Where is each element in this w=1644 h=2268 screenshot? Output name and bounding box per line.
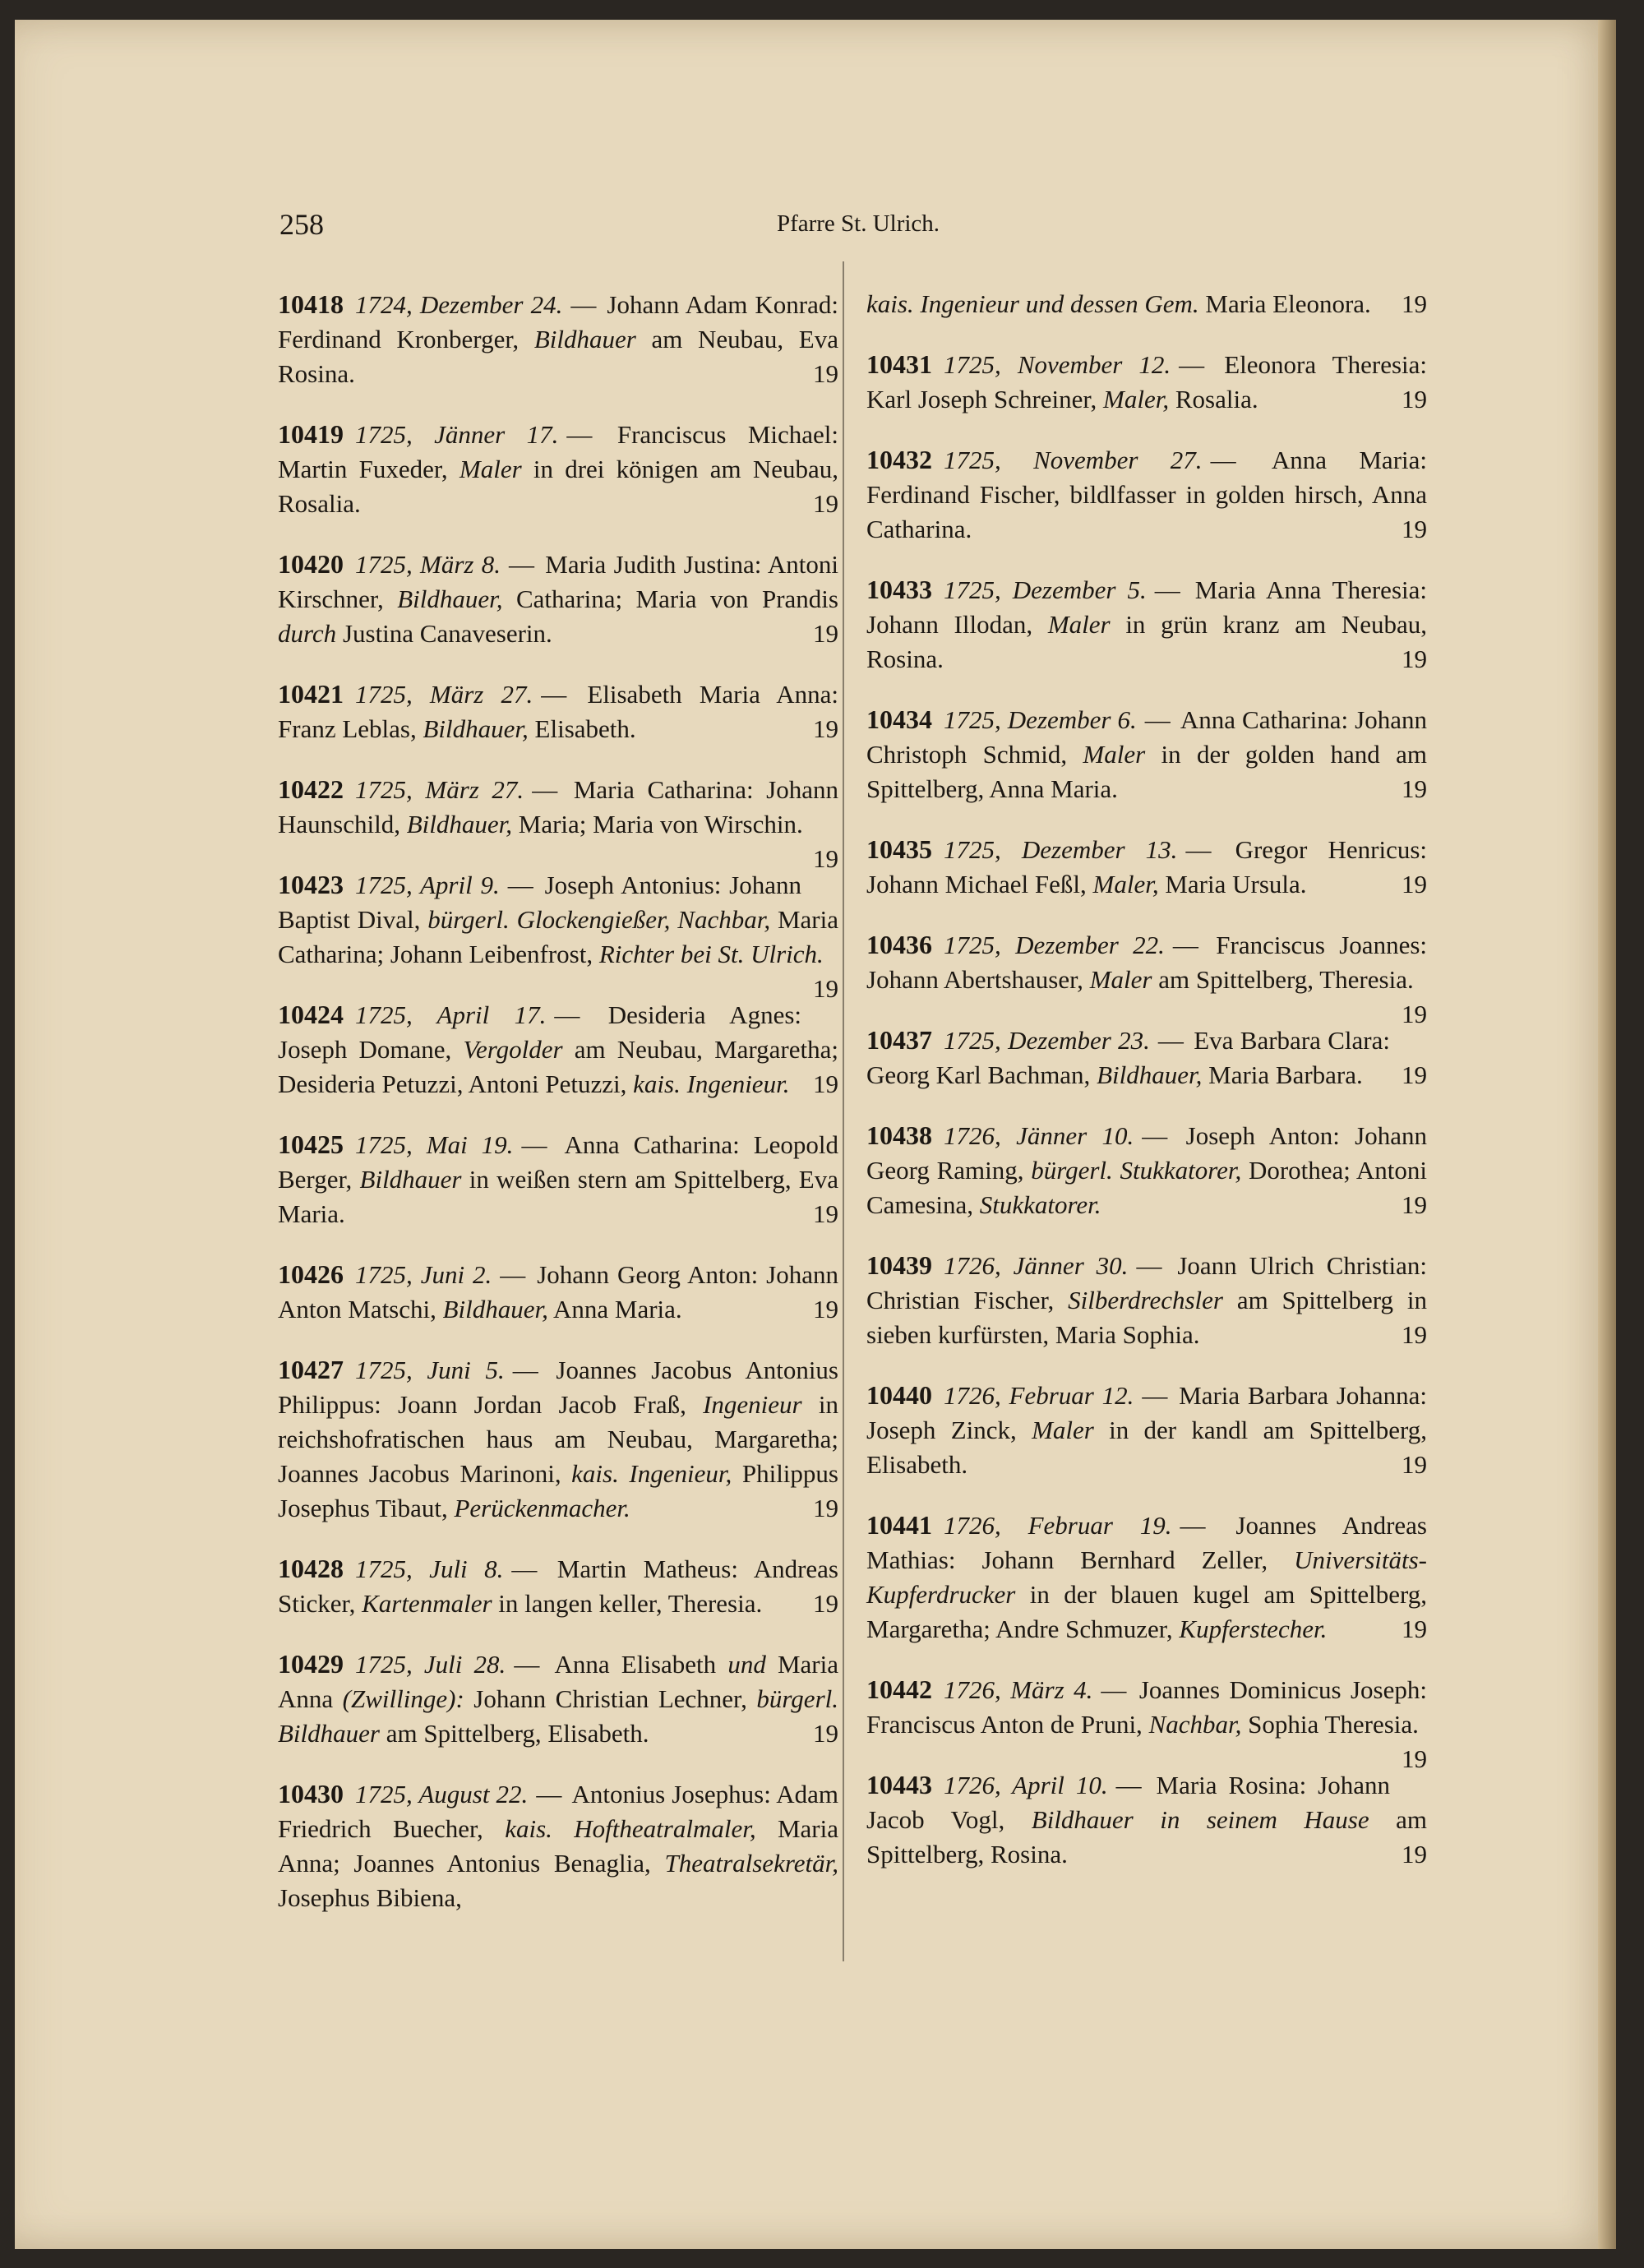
page-reference: 19 (1402, 1190, 1427, 1219)
page-reference: 19 (813, 844, 838, 873)
entry-text: Antonius Josephus: Adam Friedrich Buecher, (278, 1780, 838, 1843)
page-reference: 19 (1402, 1320, 1427, 1349)
entry-text-italic: Bildhauer, (1097, 1060, 1203, 1089)
page-reference: 19 (813, 714, 838, 743)
page-reference: 19 (1402, 1060, 1427, 1089)
entry-text-italic: Bildhauer (533, 325, 636, 353)
register-entry (278, 287, 838, 391)
entry-number: 10427 (278, 1355, 344, 1384)
entry-text: Rosalia. (1169, 385, 1258, 413)
entry-date: 1725, Juni 5. (355, 1356, 505, 1384)
entry-number: 10438 (866, 1120, 932, 1150)
entry-text: Maria Catharina; Johann Leibenfrost, (278, 905, 838, 968)
entry-text-italic: Ingenieur (703, 1390, 802, 1419)
entry-text: Franciscus Joannes: Johann Abertshauser, (866, 931, 1428, 994)
entry-text-italic: Maler (1032, 1416, 1094, 1444)
entry-number: 10441 (866, 1510, 932, 1540)
entry-text-italic: Maler (459, 455, 522, 483)
register-entry (278, 1257, 838, 1327)
page-reference: 19 (1402, 515, 1427, 543)
entry-dash: — (536, 1780, 569, 1808)
entry-date: 1726, Jänner 30. (944, 1251, 1129, 1280)
register-entry (278, 547, 838, 651)
entry-text-italic: Bildhauer, (442, 1295, 548, 1323)
entry-text-italic: Vergolder (463, 1035, 563, 1064)
entry-text-italic: bürgerl. Bildhauer (278, 1684, 838, 1748)
page-reference: 19 (1402, 644, 1427, 673)
entry-text: Maria Ursula. (1158, 870, 1307, 898)
entry-number: 10419 (278, 419, 344, 449)
entry-text: Joann Ulrich Christian: Christian Fischer, (866, 1251, 1427, 1314)
entry-number: 10442 (866, 1674, 932, 1704)
page-reference: 19 (1402, 1614, 1427, 1643)
entry-date: 1725, Juli 8. (355, 1554, 504, 1583)
entry-date: 1725, Jänner 17. (355, 420, 559, 449)
entry-dash: — (1210, 446, 1268, 474)
entry-text: Maria Anna; Joannes Antonius Benaglia, (278, 1814, 838, 1878)
entry-text: in reichshofratischen haus am Neubau, Margaretha; Joannes Jacobus Marinoni, (278, 1390, 838, 1488)
entry-dash: — (521, 1130, 561, 1159)
entry-text: Johann Georg Anton: Johann Anton Matschi, (278, 1260, 839, 1323)
entry-text: am Spittelberg in sieben kurfürsten, Maria Sophia. (866, 1286, 1427, 1349)
entry-text: Maria Eleonora. (1198, 289, 1371, 318)
entry-number: 10433 (866, 575, 932, 604)
entry-text-italic: Maler, (1103, 385, 1170, 413)
entry-text: in weißen stern am Spittelberg, Eva Maria. (278, 1165, 838, 1228)
entry-text: in drei königen am Neubau, Rosalia. (278, 455, 838, 518)
entry-text: Maria Anna Theresia: Johann Illodan, (866, 575, 1427, 639)
entry-text: Joannes Dominicus Joseph: Franciscus Anton de Pruni, (866, 1675, 1427, 1739)
entry-text: Maria Barbara. (1202, 1060, 1363, 1089)
entry-text: Sophia Theresia. (1241, 1710, 1419, 1739)
entry-text: Joseph Antonius: Johann Baptist Dival, (278, 871, 801, 934)
entry-text: in langen keller, Theresia. (492, 1589, 763, 1618)
register-entry (866, 287, 1427, 321)
entry-number: 10439 (866, 1250, 932, 1280)
entry-number: 10426 (278, 1259, 344, 1289)
entry-text-italic: Perückenmacher. (454, 1494, 630, 1522)
entry-date: 1725, Dezember 6. (944, 705, 1137, 734)
entry-text-italic: durch (278, 619, 337, 648)
entry-number: 10420 (278, 549, 344, 579)
entry-text-italic: Kartenmaler (362, 1589, 492, 1618)
entry-text: Elisabeth. (528, 714, 636, 743)
page-reference: 19 (813, 1199, 838, 1228)
entry-number: 10421 (278, 679, 344, 709)
entry-dash: — (570, 290, 604, 319)
entry-text: Maria Barbara Johanna: Joseph Zinck, (866, 1381, 1428, 1444)
page-spine-shadow (1598, 20, 1616, 2249)
entry-date: 1724, Dezember 24. (355, 290, 563, 319)
entry-dash: — (509, 550, 543, 579)
entry-text: Anna Catharina: Johann Christoph Schmid, (866, 705, 1428, 769)
entry-dash: — (1142, 1381, 1176, 1410)
entry-dash: — (1185, 835, 1232, 864)
entry-text: Anna Maria. (547, 1295, 682, 1323)
entry-dash: — (1142, 1121, 1183, 1150)
register-entry (278, 1127, 838, 1231)
entry-text: Eleonora Theresia: Karl Joseph Schreiner, (866, 350, 1427, 413)
entry-text: Josephus Bibiena, (278, 1883, 462, 1912)
entry-text: Maria Anna (278, 1650, 838, 1713)
entry-number: 10440 (866, 1380, 932, 1410)
entry-dash: — (1157, 1026, 1191, 1055)
entry-dash: — (541, 680, 584, 709)
entry-number: 10432 (866, 445, 932, 474)
entry-text-italic: Maler (1089, 965, 1152, 994)
page-reference: 19 (813, 1494, 838, 1522)
entry-number: 10424 (278, 1000, 344, 1029)
page-reference: 19 (813, 619, 838, 648)
register-entry (278, 677, 838, 746)
register-entry (866, 1378, 1427, 1482)
entry-text: Joannes Andreas Mathias: Johann Bernhard Zeller, (866, 1511, 1427, 1574)
entry-text-italic: Maler (1047, 610, 1111, 639)
register-entry (278, 867, 838, 1003)
register-entry (866, 832, 1427, 902)
entry-text-italic: kais. Ingenieur, (571, 1459, 732, 1488)
entry-text: Dorothea; Antoni Camesina, (866, 1156, 1427, 1219)
register-entry (278, 997, 838, 1102)
right-column (866, 261, 1427, 1883)
entry-number: 10418 (278, 289, 344, 319)
entry-dash: — (1136, 1251, 1175, 1280)
register-entry (866, 1672, 1427, 1773)
entry-text-italic: Bildhauer in seinem Hause (1031, 1805, 1369, 1834)
register-entry (866, 1023, 1427, 1092)
entry-text: am Spittelberg, Elisabeth. (380, 1719, 649, 1748)
register-entry (866, 572, 1427, 677)
page-reference: 19 (1402, 1450, 1427, 1479)
page-reference: 19 (813, 1069, 838, 1098)
entry-text: in der golden hand am Spittelberg, Anna Maria. (866, 740, 1428, 803)
entry-date: 1725, August 22. (355, 1780, 529, 1808)
entry-number: 10436 (866, 930, 932, 959)
entry-number: 10428 (278, 1554, 344, 1583)
entry-text: am Spittelberg, Rosina. (866, 1805, 1428, 1868)
entry-text: Maria Rosina: Johann Jacob Vogl, (866, 1771, 1390, 1834)
entry-text: am Spittelberg, Theresia. (1152, 965, 1414, 994)
entry-number: 10422 (278, 774, 344, 804)
page-reference: 19 (1402, 385, 1427, 413)
page-reference: 19 (813, 489, 838, 518)
entry-text: in grün kranz am Neubau, Rosina. (866, 610, 1427, 673)
register-entry (278, 417, 838, 521)
page-number: 258 (279, 208, 324, 241)
page-reference: 19 (1402, 1000, 1427, 1028)
entry-date: 1726, Jänner 10. (944, 1121, 1134, 1150)
register-entry (866, 702, 1427, 806)
entry-dash: — (511, 1554, 554, 1583)
page-reference: 19 (813, 1719, 838, 1748)
entry-number: 10443 (866, 1770, 932, 1799)
page-reference: 19 (1402, 1840, 1427, 1868)
register-entry (278, 1551, 838, 1621)
entry-dash: — (1154, 575, 1192, 604)
entry-dash: — (566, 420, 614, 449)
entry-text-italic: Maler, (1092, 870, 1159, 898)
entry-number: 10430 (278, 1779, 344, 1808)
entry-text: Joannes Jacobus Antonius Philippus: Joann Jordan Jacob Fraß, (278, 1356, 838, 1419)
entry-date: 1725, Juli 28. (355, 1650, 506, 1679)
register-entry (866, 442, 1427, 547)
entry-text: in der kandl am Spittelberg, Elisabeth. (866, 1416, 1427, 1479)
entry-date: 1725, Dezember 13. (944, 835, 1178, 864)
entry-text-italic: bürgerl. Stukkatorer, (1031, 1156, 1242, 1185)
entry-text-italic: Bildhauer (359, 1165, 462, 1194)
entry-text-italic: Silberdrechsler (1068, 1286, 1223, 1314)
entry-text: Johann Christian Lechner, (464, 1684, 757, 1713)
entry-number: 10437 (866, 1025, 932, 1055)
entry-dash: — (1144, 705, 1177, 734)
entry-text: Franciscus Michael: Martin Fuxeder, (278, 420, 839, 483)
entry-text-italic: Bildhauer, (423, 714, 529, 743)
entry-date: 1726, März 4. (944, 1675, 1093, 1704)
entry-dash: — (1179, 350, 1221, 379)
entry-dash: — (1180, 1511, 1233, 1540)
entry-text-italic: Kupferstecher. (1179, 1614, 1328, 1643)
entry-text: Maria Catharina: Johann Haunschild, (278, 775, 839, 838)
entry-text: Anna Maria: Ferdinand Fischer, bildlfasser in golden hirsch, Anna Catharina. (866, 446, 1427, 543)
entry-text: Eva Barbara Clara: Georg Karl Bachman, (866, 1026, 1390, 1089)
entry-text-italic: kais. Ingenieur und dessen Gem. (866, 289, 1199, 318)
entry-text: am Neubau, Margaretha; Desideria Petuzzi, Antoni Petuzzi, (278, 1035, 838, 1098)
entry-text: Elisabeth Maria Anna: Franz Leblas, (278, 680, 838, 743)
entry-dash: — (532, 775, 570, 804)
entry-text-italic: und (727, 1650, 766, 1679)
register-entry (278, 772, 839, 873)
entry-text-italic: kais. Hoftheatralmaler, (505, 1814, 756, 1843)
page-reference: 19 (813, 1295, 838, 1323)
entry-text: Philippus Josephus Tibaut, (278, 1459, 838, 1522)
register-entry (278, 1776, 838, 1915)
page-reference: 19 (1402, 774, 1427, 803)
page-reference: 19 (813, 359, 838, 388)
entry-dash: — (507, 871, 542, 899)
entry-text: Justina Canaveserin. (336, 619, 552, 648)
entry-dash: — (554, 1000, 605, 1029)
running-head: Pfarre St. Ulrich. (776, 210, 940, 237)
register-entry (278, 1352, 838, 1526)
column-divider (843, 261, 844, 1961)
entry-text: Maria Judith Justina: Antoni Kirschner, (278, 550, 839, 613)
entry-text-italic: Bildhauer, (406, 810, 513, 838)
entry-date: 1725, Dezember 5. (944, 575, 1147, 604)
page-reference: 19 (813, 974, 838, 1003)
entry-text-italic: (Zwillinge): (342, 1684, 464, 1713)
entry-text-italic: Stukkatorer. (979, 1190, 1101, 1219)
entry-dash: — (514, 1650, 552, 1679)
entry-number: 10431 (866, 349, 932, 379)
entry-text: Maria; Maria von Wirschin. (512, 810, 803, 838)
register-entry (866, 1508, 1427, 1647)
entry-date: 1725, März 27. (355, 680, 533, 709)
entry-date: 1725, Juni 2. (355, 1260, 492, 1289)
entry-date: 1725, April 9. (355, 871, 500, 899)
entry-text-italic: bürgerl. Glockengießer, Nachbar, (427, 905, 771, 934)
entry-text: Gregor Henricus: Johann Michael Feßl, (866, 835, 1427, 898)
entry-text-italic: Richter bei St. Ulrich. (598, 940, 824, 968)
entry-number: 10435 (866, 834, 932, 864)
entry-date: 1725, März 8. (355, 550, 501, 579)
entry-dash: — (500, 1260, 534, 1289)
entry-text: in der blauen kugel am Spittelberg, Margaretha; Andre Schmuzer, (866, 1580, 1427, 1643)
entry-text-italic: Bildhauer, (397, 584, 503, 613)
entry-text: Johann Adam Konrad: Ferdinand Kronberger, (278, 290, 838, 353)
entry-text-italic: Nachbar, (1148, 1710, 1242, 1739)
page-header (279, 207, 1437, 243)
left-column (278, 261, 838, 1927)
entry-number: 10434 (866, 704, 932, 734)
entry-dash: — (1101, 1675, 1136, 1704)
entry-dash: — (512, 1356, 553, 1384)
register-entry (866, 1767, 1427, 1872)
page-reference: 19 (1402, 870, 1427, 898)
register-entry (866, 1118, 1427, 1222)
page-reference: 19 (1402, 289, 1427, 318)
entry-text-italic: kais. Ingenieur. (633, 1069, 790, 1098)
entry-text-italic: Universitäts-Kupferdrucker (866, 1545, 1427, 1609)
register-entry (866, 927, 1428, 1028)
entry-text-italic: Maler (1083, 740, 1146, 769)
entry-text: Catharina; Maria von Prandis (502, 584, 838, 613)
entry-dash: — (1115, 1771, 1153, 1799)
entry-text: Desideria Agnes: Joseph Domane, (278, 1000, 801, 1064)
entry-date: 1726, April 10. (944, 1771, 1108, 1799)
entry-date: 1725, November 27. (944, 446, 1203, 474)
entry-number: 10423 (278, 870, 344, 899)
entry-text: Joseph Anton: Johann Georg Raming, (866, 1121, 1427, 1185)
entry-date: 1725, Mai 19. (355, 1130, 514, 1159)
page-reference: 19 (813, 1589, 838, 1618)
entry-date: 1726, Februar 12. (944, 1381, 1134, 1410)
register-entry (866, 347, 1427, 417)
entry-date: 1725, Dezember 22. (944, 931, 1165, 959)
page-reference: 19 (1402, 1744, 1427, 1773)
entry-date: 1725, April 17. (355, 1000, 547, 1029)
entry-date: 1725, Dezember 23. (944, 1026, 1150, 1055)
entry-number: 10429 (278, 1649, 344, 1679)
register-entry (866, 1248, 1427, 1352)
entry-text: Anna Elisabeth (554, 1650, 728, 1679)
entry-date: 1726, Februar 19. (944, 1511, 1172, 1540)
entry-text: Martin Matheus: Andreas Sticker, (278, 1554, 838, 1618)
entry-text-italic: Theatralsekretär, (664, 1849, 838, 1878)
entry-dash: — (1172, 931, 1213, 959)
entry-text: am Neubau, Eva Rosina. (278, 325, 838, 388)
entry-date: 1725, März 27. (355, 775, 524, 804)
entry-number: 10425 (278, 1129, 344, 1159)
register-entry (278, 1647, 838, 1751)
entry-text: Anna Catharina: Leopold Berger, (278, 1130, 839, 1194)
entry-date: 1725, November 12. (944, 350, 1171, 379)
